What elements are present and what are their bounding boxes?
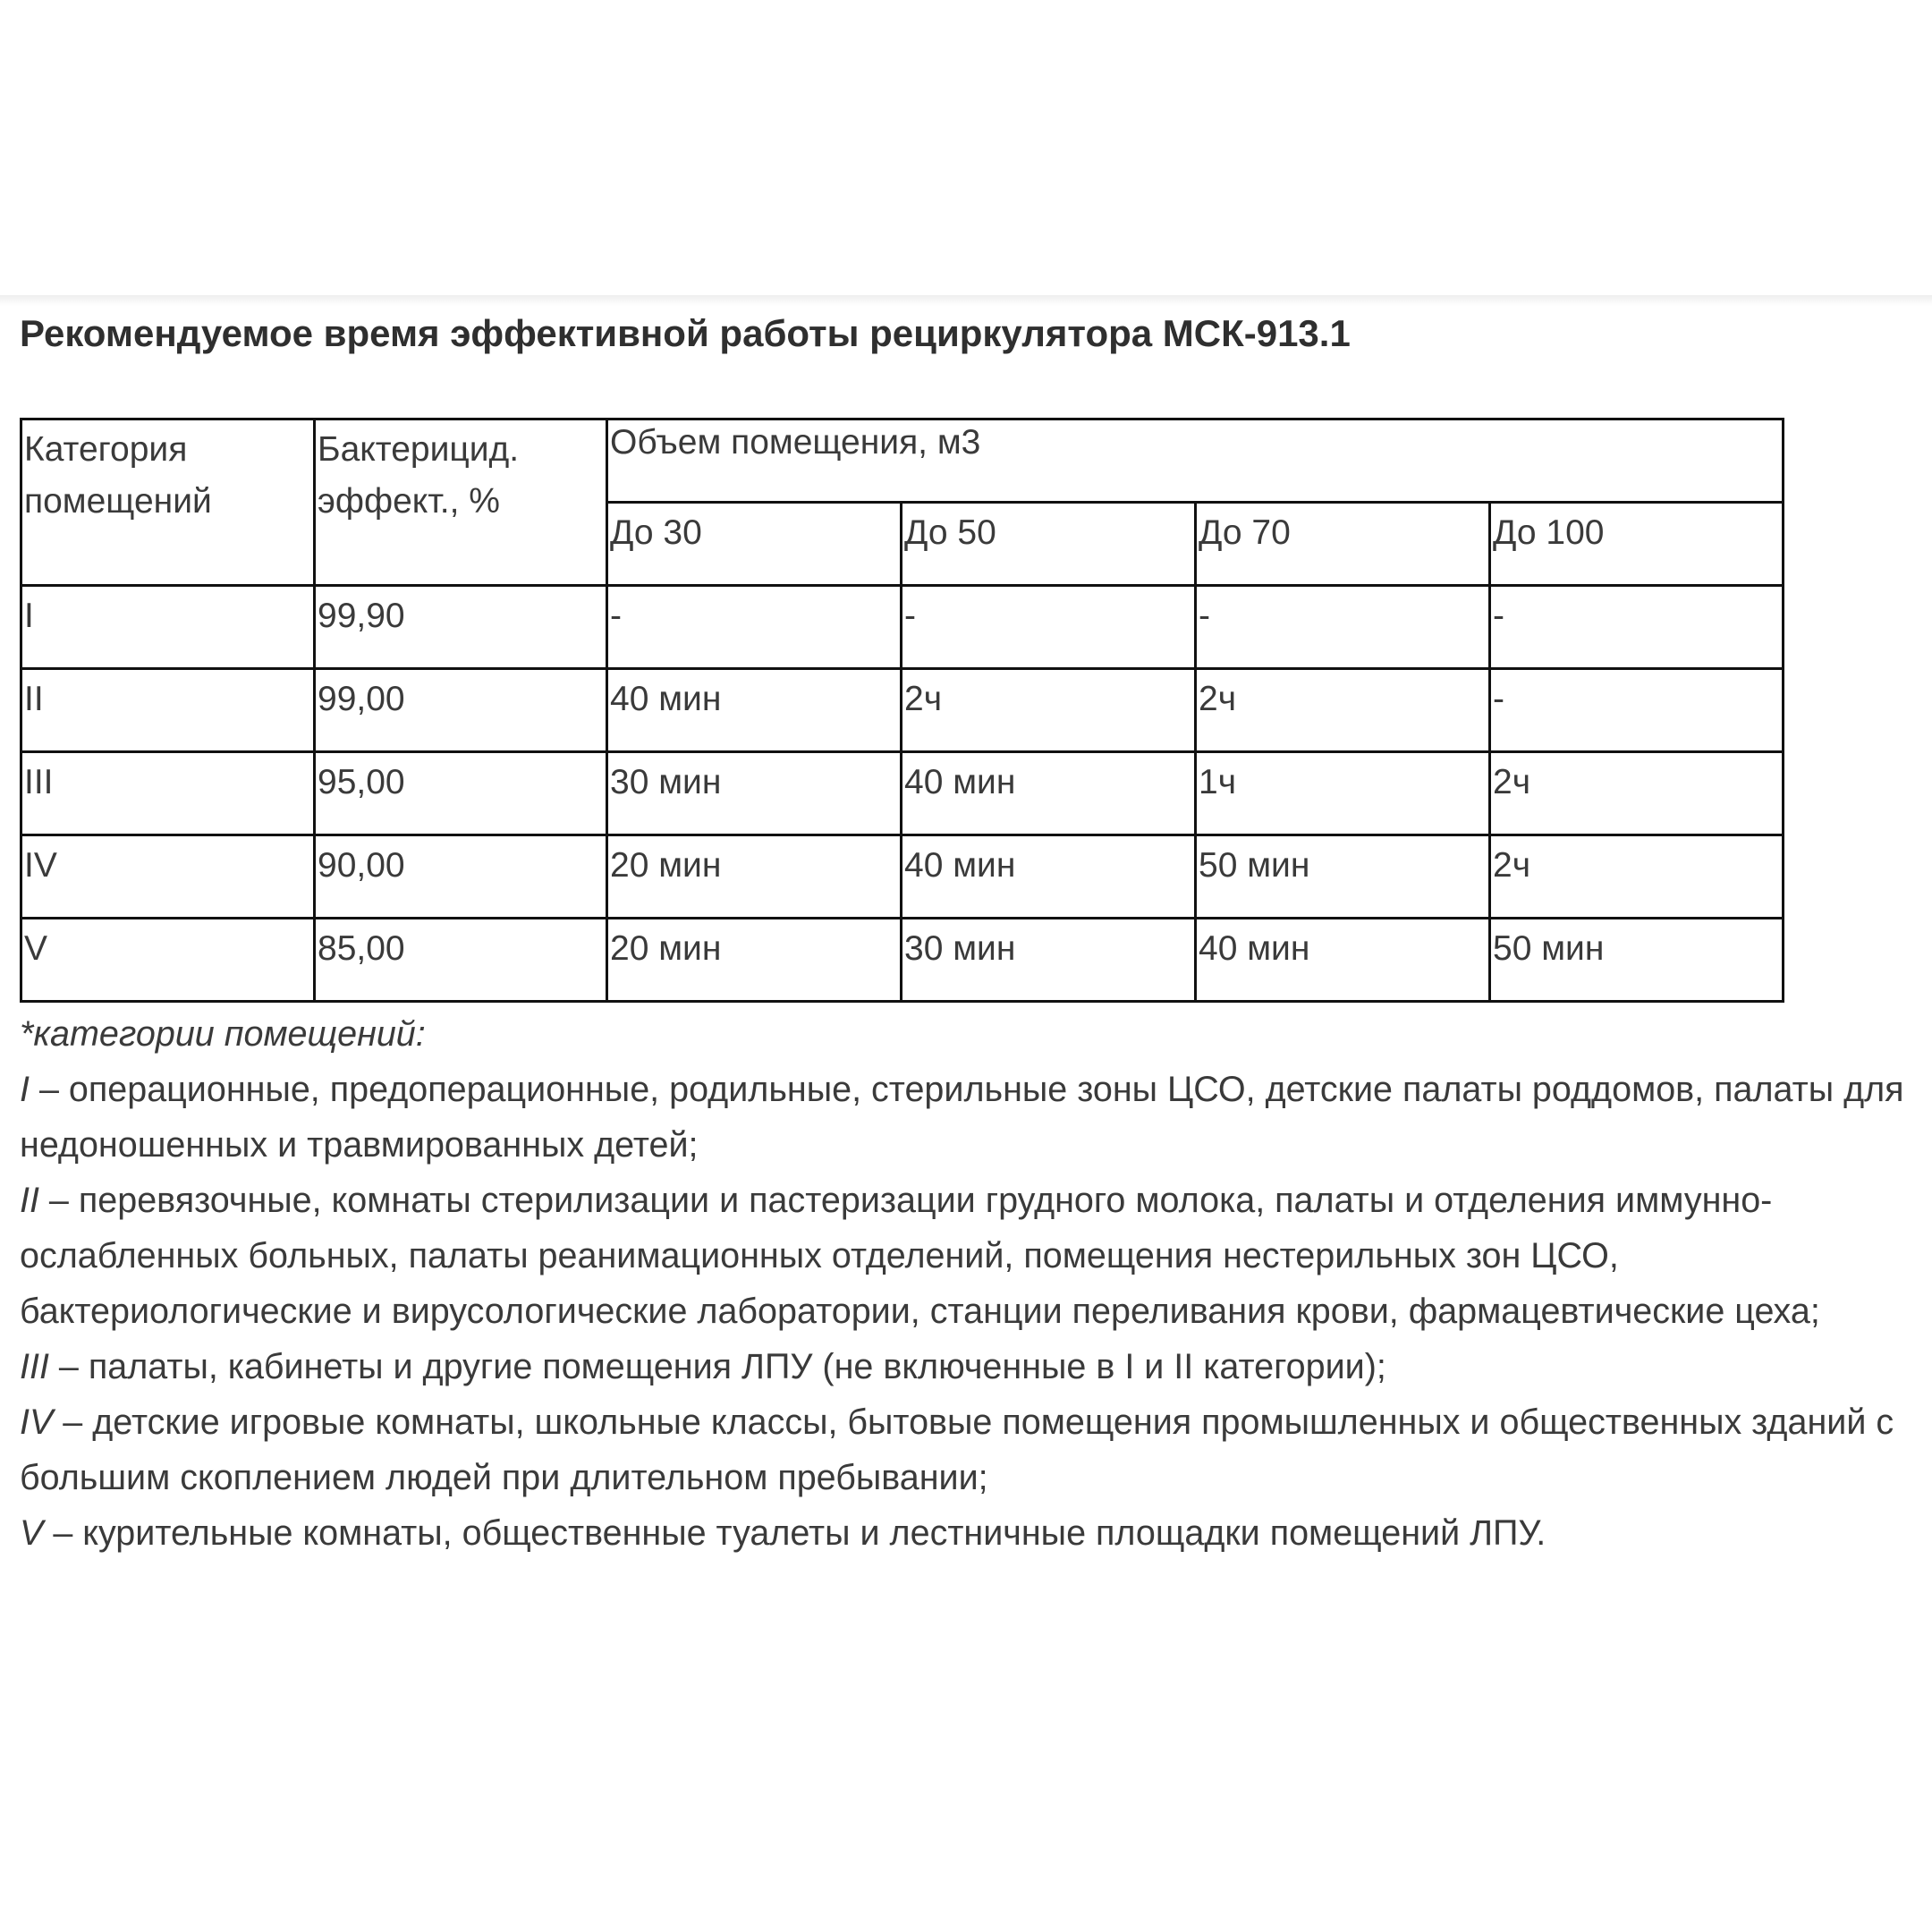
row-cell: 2ч	[1196, 669, 1490, 752]
footnote-text: – палаты, кабинеты и другие помещения ЛПУ (не включенные в I и II категории);	[48, 1347, 1386, 1386]
row-category: V	[21, 919, 315, 1002]
footnote-roman: IV	[20, 1402, 54, 1442]
row-cell: -	[607, 586, 902, 669]
recirculator-time-table	[20, 418, 1784, 1003]
page-title: Рекомендуемое время эффективной работы рециркулятора МСК-913.1	[20, 312, 1351, 354]
header-volume-30: До 30	[607, 503, 902, 586]
table-row	[21, 586, 1784, 669]
footnote-text: – детские игровые комнаты, школьные классы, бытовые помещения промышленных и общественных зданий с большим скоплением людей при длительном пребывании;	[20, 1402, 1894, 1497]
table-row	[21, 835, 1784, 919]
footnote-item	[20, 1339, 1920, 1394]
table-row	[21, 919, 1784, 1002]
row-effect: 95,00	[315, 752, 607, 835]
row-cell: 30 мин	[902, 919, 1196, 1002]
row-cell: 2ч	[1490, 835, 1784, 919]
row-cell: 30 мин	[607, 752, 902, 835]
header-volume: Объем помещения, м3	[607, 419, 1784, 503]
table-header-row	[21, 419, 1784, 503]
table-row	[21, 669, 1784, 752]
footnote-item	[20, 1173, 1920, 1339]
category-footnotes	[20, 1006, 1920, 1561]
row-effect: 99,00	[315, 669, 607, 752]
table-row	[21, 752, 1784, 835]
row-cell: 50 мин	[1490, 919, 1784, 1002]
row-category: I	[21, 586, 315, 669]
header-volume-100: До 100	[1490, 503, 1784, 586]
row-effect: 99,90	[315, 586, 607, 669]
row-cell: 20 мин	[607, 919, 902, 1002]
footnote-item	[20, 1505, 1920, 1561]
row-cell: 1ч	[1196, 752, 1490, 835]
row-cell: 2ч	[902, 669, 1196, 752]
footnote-roman: III	[20, 1347, 49, 1386]
footnotes-heading: *категории помещений:	[20, 1014, 426, 1054]
header-volume-70: До 70	[1196, 503, 1490, 586]
footnote-text: – перевязочные, комнаты стерилизации и пастеризации грудного молока, палаты и отделения иммунно-ослабленных больных, палаты реанимационных отделений, помещения нестерильных зон ЦСО, бактериологические и вирусологические лаборатории, станции переливания крови, фармацевтические цеха;	[20, 1181, 1820, 1331]
row-cell: 40 мин	[1196, 919, 1490, 1002]
row-cell: -	[1490, 669, 1784, 752]
row-cell: 2ч	[1490, 752, 1784, 835]
header-category: Категория помещений	[21, 419, 315, 586]
row-cell: 40 мин	[607, 669, 902, 752]
footnote-text: – курительные комнаты, общественные туалеты и лестничные площадки помещений ЛПУ.	[43, 1513, 1546, 1553]
row-cell: 20 мин	[607, 835, 902, 919]
row-cell: 50 мин	[1196, 835, 1490, 919]
footnote-text: – операционные, предоперационные, родильные, стерильные зоны ЦСО, детские палаты роддомов, палаты для недоношенных и травмированных детей;	[20, 1070, 1904, 1165]
row-cell: -	[1196, 586, 1490, 669]
row-cell: 40 мин	[902, 752, 1196, 835]
row-category: II	[21, 669, 315, 752]
header-volume-50: До 50	[902, 503, 1196, 586]
header-shadow	[0, 295, 1932, 306]
row-effect: 90,00	[315, 835, 607, 919]
row-effect: 85,00	[315, 919, 607, 1002]
footnote-roman: II	[20, 1181, 39, 1220]
footnote-roman: V	[20, 1513, 44, 1553]
row-cell: -	[902, 586, 1196, 669]
header-effect: Бактерицид. эффект., %	[315, 419, 607, 586]
footnote-item	[20, 1062, 1920, 1173]
row-category: IV	[21, 835, 315, 919]
footnote-item	[20, 1394, 1920, 1505]
row-cell: -	[1490, 586, 1784, 669]
footnote-roman: I	[20, 1070, 30, 1109]
row-category: III	[21, 752, 315, 835]
row-cell: 40 мин	[902, 835, 1196, 919]
